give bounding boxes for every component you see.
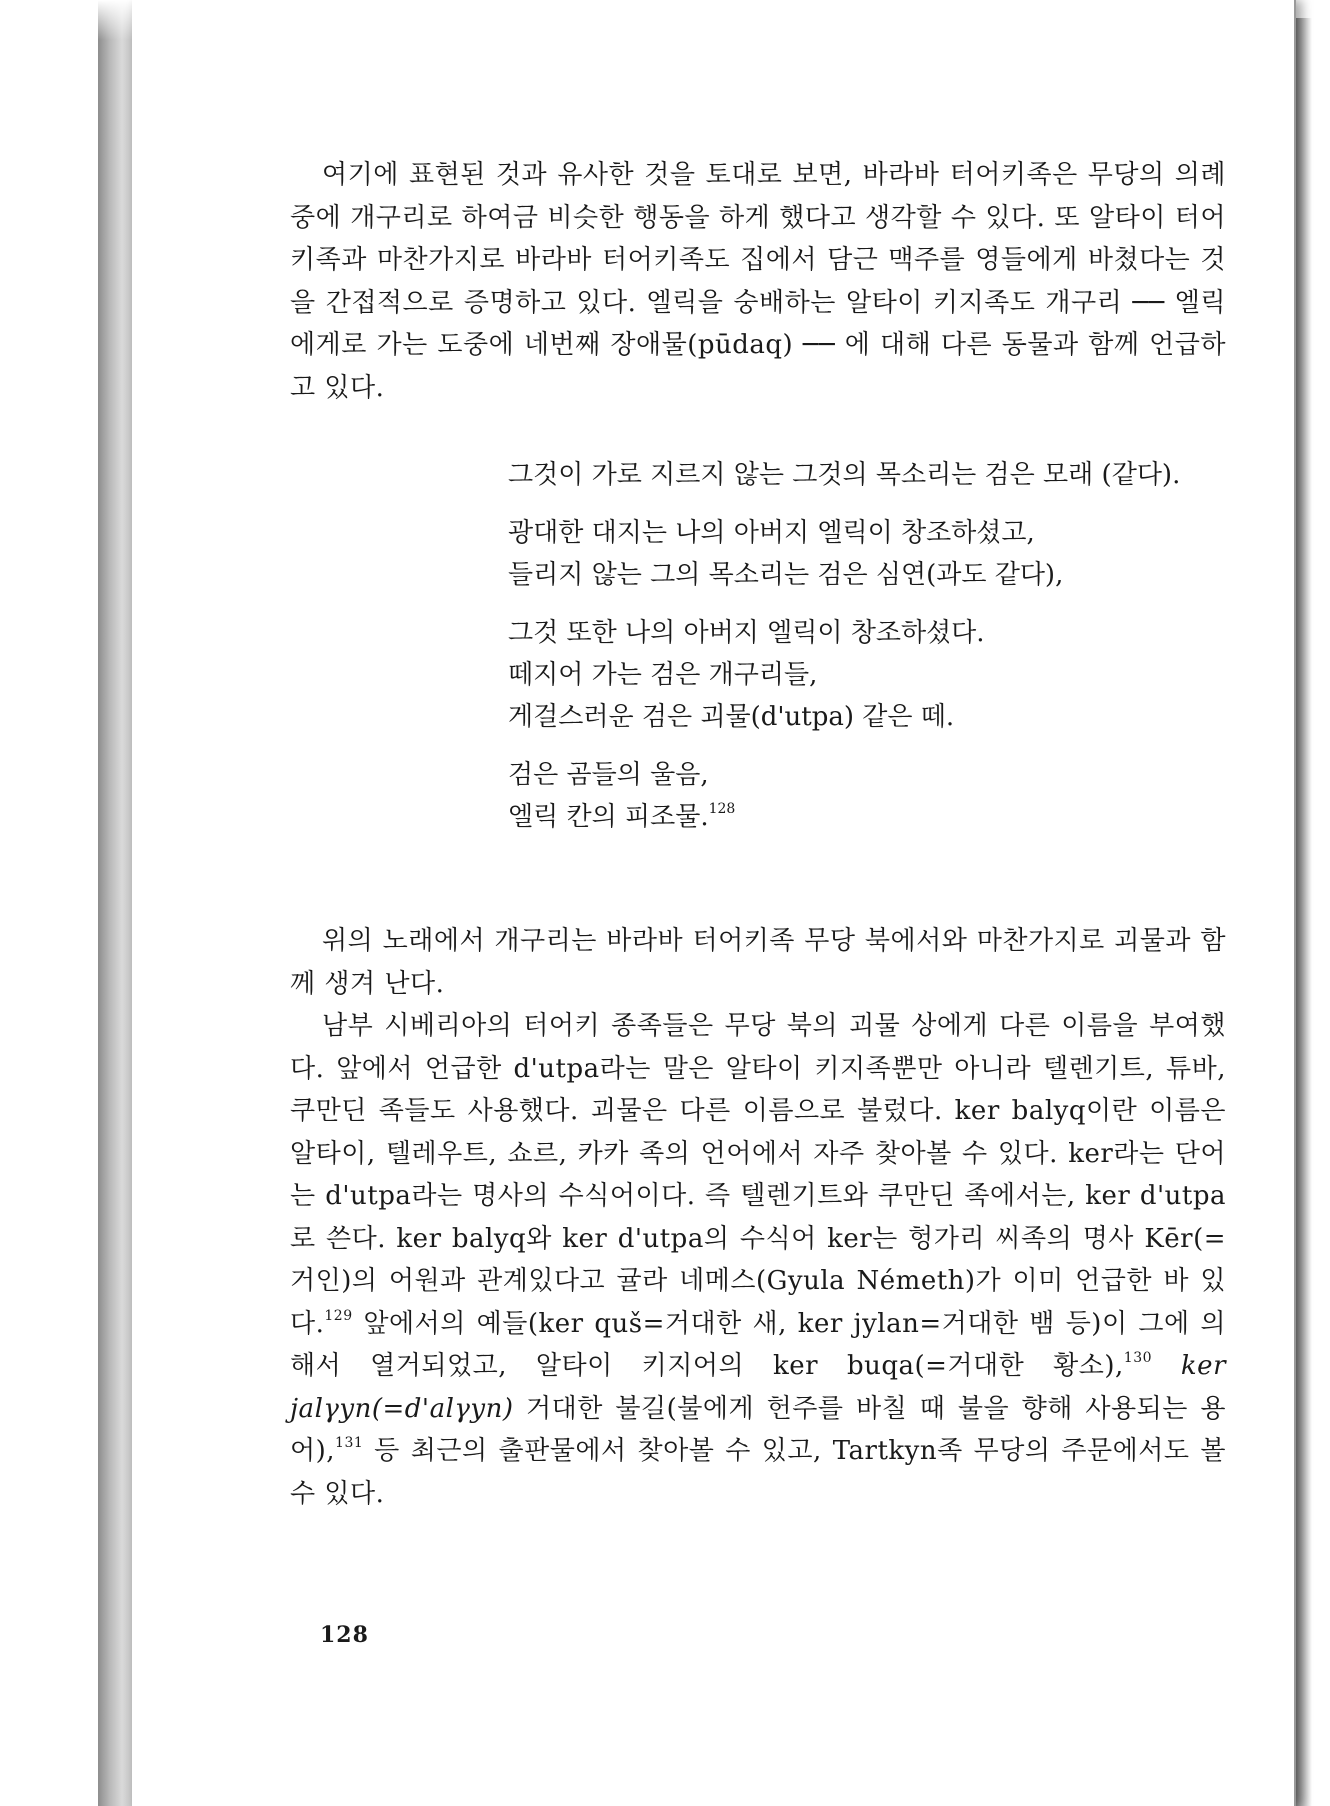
verse-stanza-3 <box>508 612 1228 738</box>
paragraph-3-part-3: 거대한 불길(불에게 헌주를 바칠 때 불을 향해 사용되는 용어), <box>290 1393 1226 1466</box>
page-right-shadow <box>1294 18 1312 1806</box>
paragraph-3-part-2: 앞에서의 예들(ker quš=거대한 새, ker jylan=거대한 뱀 등)이 그에 의해서 열거되었고, 알타이 키지어의 ker buqa(=거대한 황소), <box>290 1308 1226 1381</box>
paragraph-main <box>290 920 1226 1515</box>
paragraph-3-part-4: 등 최근의 출판물에서 찾아볼 수 있고, Tartkyn족 무당의 주문에서도 볼 수 있다. <box>290 1436 1226 1509</box>
verse-line: 광대한 대지는 나의 아버지 엘릭이 창조하셨고, <box>508 518 1035 548</box>
paragraph-1: 여기에 표현된 것과 유사한 것을 토대로 보면, 바라바 터어키족은 무당의 의례중에 개구리로 하여금 비슷한 행동을 하게 했다고 생각할 수 있다. 또 알타이 터어키족과 마찬가지로 바라바 터어키족도 집에서 담근 맥주를 영들에게 바쳤다는 것을 간접적으로 증명하고 있다. 엘릭을 숭배하는 알타이 키지족도 개구리 ── 엘릭에게로 가는 도중에 네번째 장애물(pūdaq) ── 에 대해 다른 동물과 함께 언급하고 있다. <box>290 160 1226 403</box>
verse-stanza-4 <box>508 754 1228 838</box>
verse-line: 그것 또한 나의 아버지 엘릭이 창조하셨다. <box>508 618 985 648</box>
footnote-ref-130: 130 <box>1123 1350 1153 1366</box>
verse-stanza-2 <box>508 512 1228 596</box>
paragraph-3 <box>290 1005 1226 1515</box>
paragraph-intro <box>290 154 1226 409</box>
verse-line: 그것이 가로 지르지 않는 그것의 목소리는 검은 모래 (같다). <box>508 460 1181 490</box>
paragraph-3-part-1: 남부 시베리아의 터어키 종족들은 무당 북의 괴물 상에게 다른 이름을 부여했다. 앞에서 언급한 d'utpa라는 말은 알타이 키지족뿐만 아니라 텔렌기트, 튜바, 쿠만딘 족들도 사용했다. 괴물은 다른 이름으로 불렀다. ker balyq이란 이름은 알타이, 텔레우트, 쇼르, 카카 족의 언어에서 자주 찾아볼 수 있다. ker라는 단어는 d'utpa라는 명사의 수식어이다. 즉 텔렌기트와 쿠만딘 족에서는, ker d'utpa로 쓴다. ker balyq와 ker d'utpa의 수식어 ker는 헝가리 씨족의 명사 Kēr(=거인)의 어원과 관계있다고 귤라 네메스(Gyula Németh)가 이미 언급한 바 있다. <box>290 1011 1226 1339</box>
book-spine-highlight <box>98 0 132 40</box>
verse-line-text: 엘릭 칸의 피조물. <box>508 802 709 832</box>
paragraph-3-italic-term: ker jalγyn(=d'alγyn) <box>290 1351 1226 1424</box>
book-spine-edge <box>98 0 132 1806</box>
verse-line: 떼지어 가는 검은 개구리들, <box>508 660 818 690</box>
page-number: 128 <box>320 1622 369 1648</box>
verse-line <box>508 796 1228 838</box>
paragraph-2: 위의 노래에서 개구리는 바라바 터어키족 무당 북에서와 마찬가지로 괴물과 함께 생겨 난다. <box>290 926 1226 999</box>
footnote-ref-128: 128 <box>708 801 736 817</box>
verse-quote <box>508 454 1228 854</box>
footnote-ref-129: 129 <box>324 1307 353 1324</box>
verse-line: 검은 곰들의 울음, <box>508 760 709 790</box>
verse-stanza-1 <box>508 454 1228 496</box>
verse-line: 게걸스러운 검은 괴물(d'utpa) 같은 떼. <box>508 702 955 732</box>
footnote-ref-131: 131 <box>335 1435 364 1451</box>
verse-line: 들리지 않는 그의 목소리는 검은 심연(과도 같다), <box>508 560 1064 590</box>
